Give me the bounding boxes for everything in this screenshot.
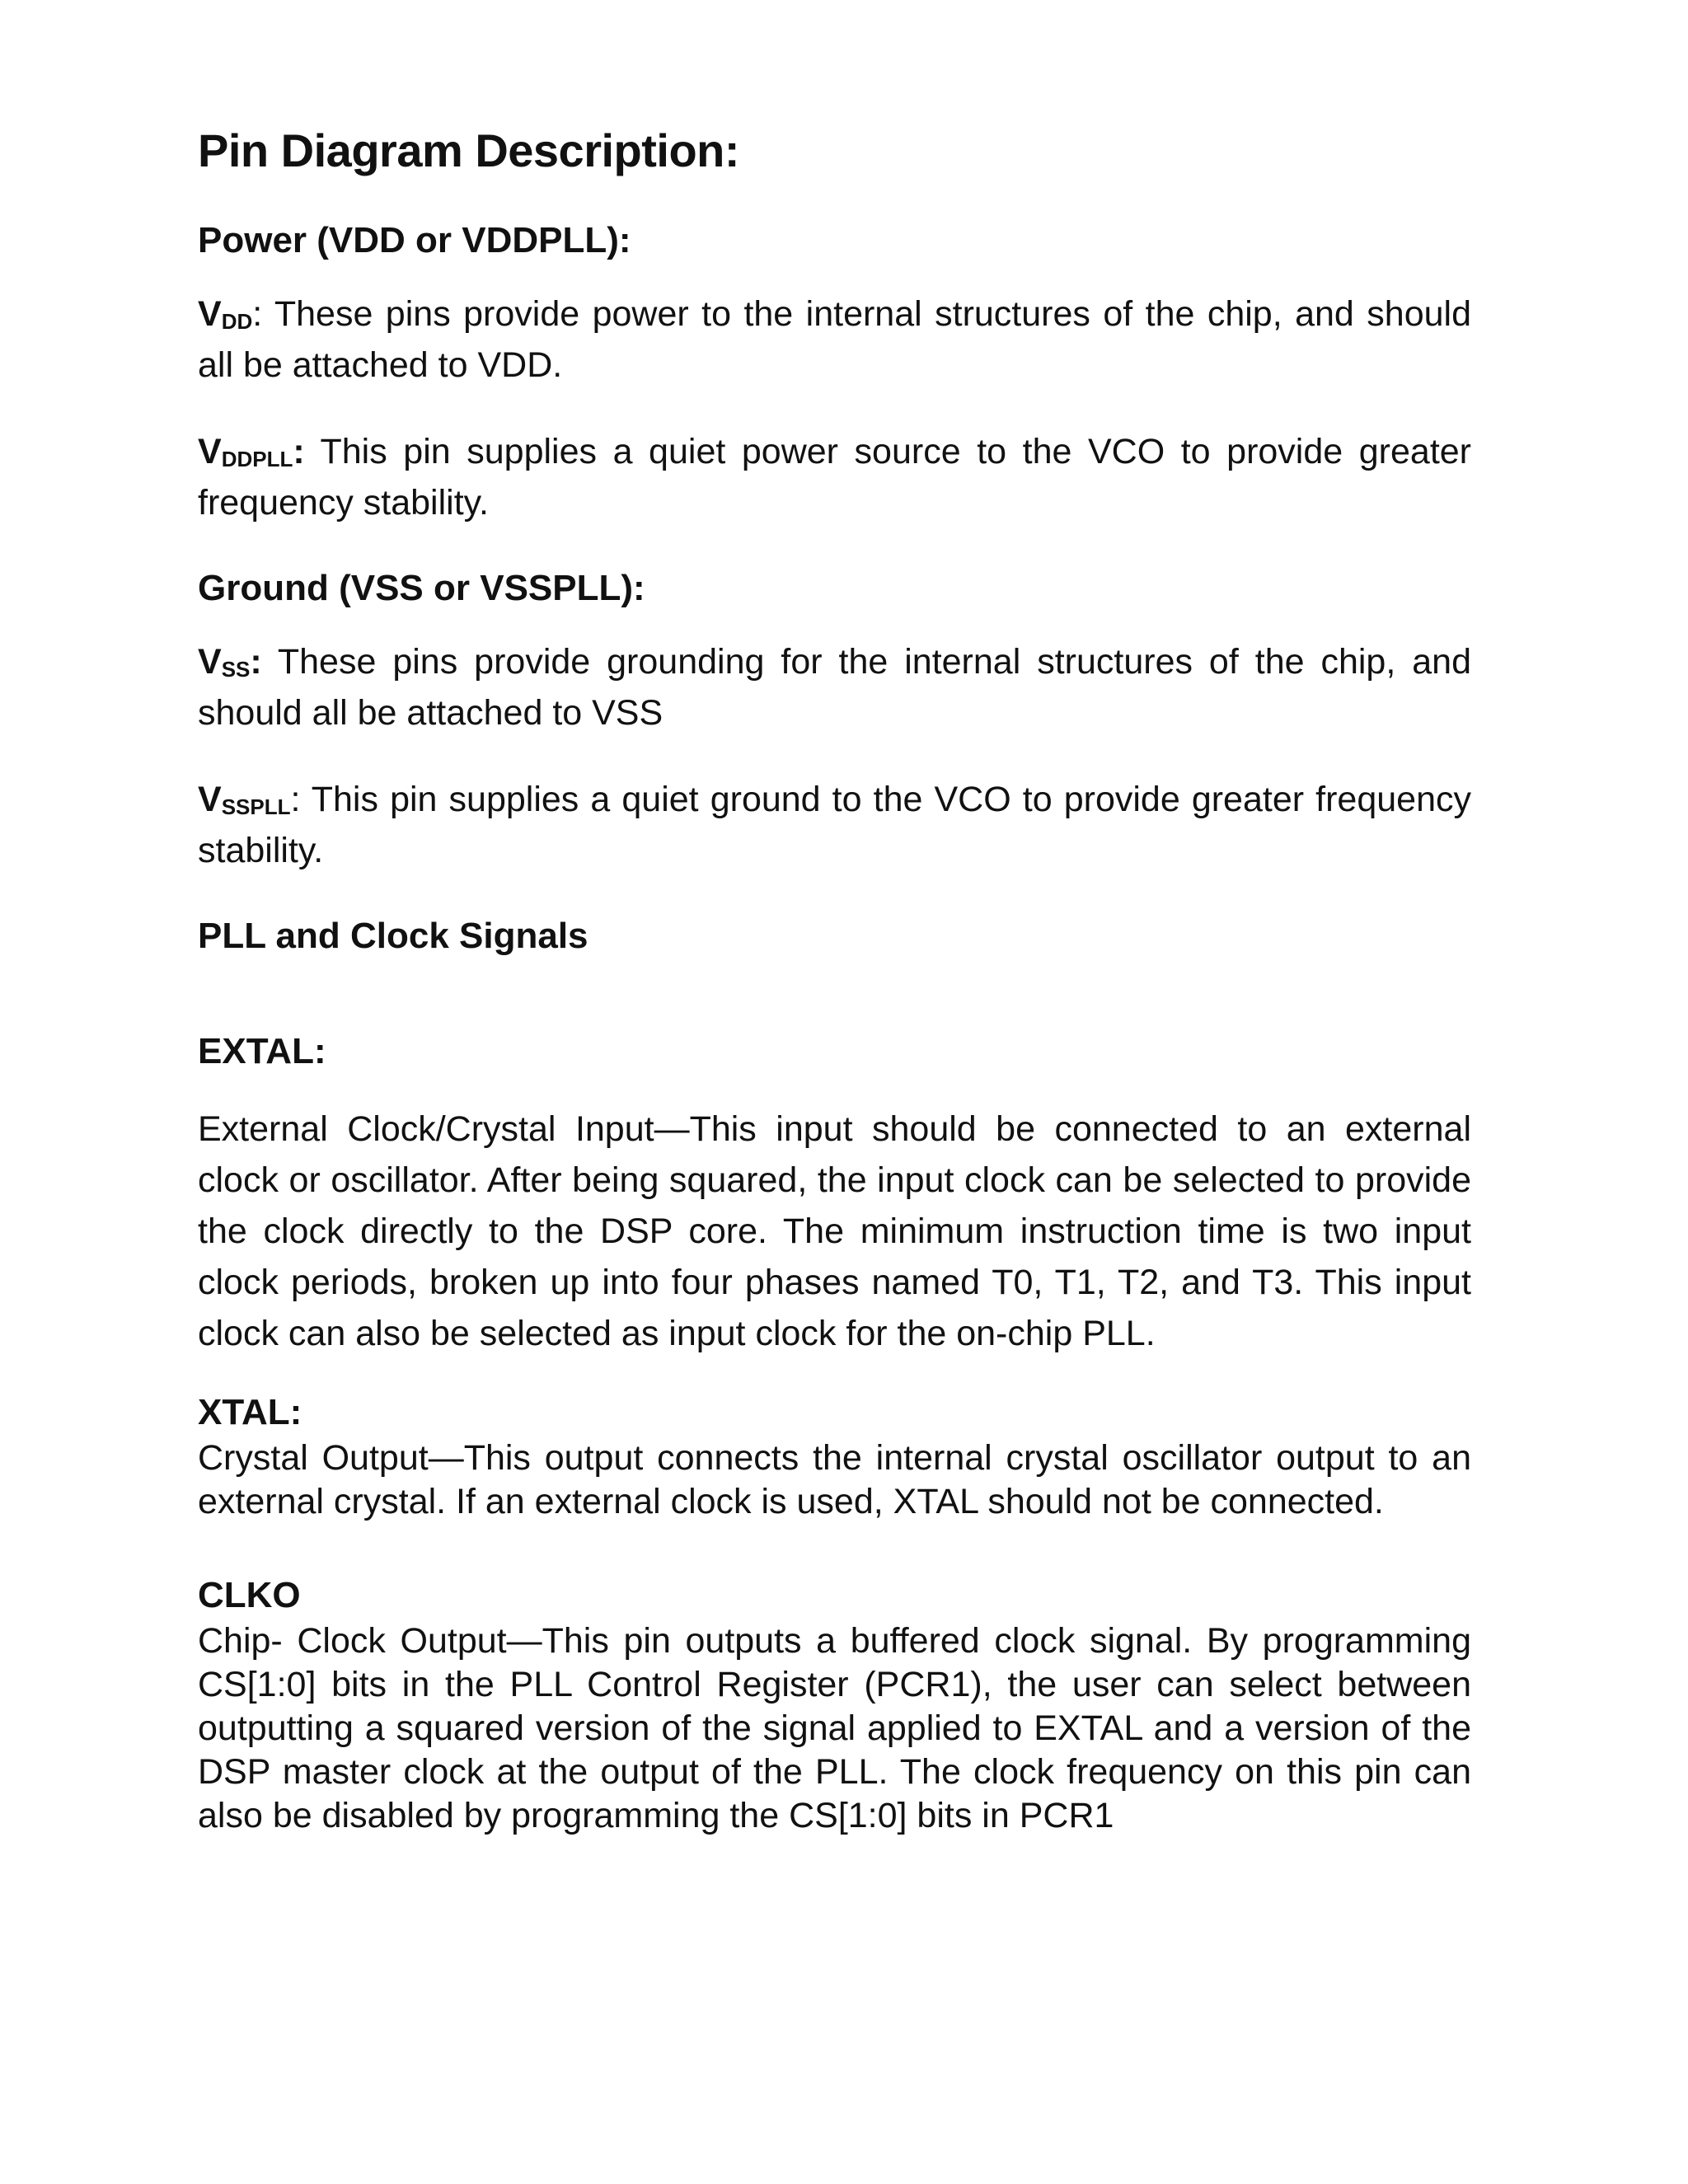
pll-heading: PLL and Clock Signals [198,916,588,956]
vdd-description: These pins provide power to the internal structures of the chip, and should all be attached to VDD. [198,294,1471,385]
vss-term: $V_{SS}$: [198,642,262,682]
ground-heading: Ground (VSS or VSSPLL): [198,568,645,608]
page-title: Pin Diagram Description: [198,124,740,176]
vddpll-description: This pin supplies a quiet power source to the VCO to provide greater frequency stability. [198,432,1471,523]
clko-heading: CLKO [198,1575,301,1615]
vsspll-description: This pin supplies a quiet ground to the VCO to provide greater frequency stability. [198,780,1471,870]
vss-paragraph [198,640,1471,735]
vddpll-term: $V_{DDPLL}$: [198,432,305,471]
document-page [198,124,1471,1838]
power-heading: Power (VDD or VDDPLL): [198,220,631,260]
vdd-paragraph: $V_{DD}$: These pins provide power to the internal structures of the chip, and should all be attached to VDD. [198,294,1471,385]
xtal-heading: XTAL: [198,1392,302,1432]
xtal-description: Crystal Output—This output connects the internal crystal oscillator output to an external crystal. If an external clock is used, XTAL should not be connected. [198,1438,1471,1521]
vdd-term: $V_{DD}$ [198,294,253,334]
vddpll-paragraph [198,430,1471,525]
extal-description: External Clock/Crystal Input—This input should be connected to an external clock or oscillator. After being squared, the input clock can be selected to provide the clock directly to the DSP core. The minimum instruction time is two input clock periods, broken up into four phases named T0, T1, T2, and T3. This input clock can also be selected as input clock for the on-chip PLL. [198,1109,1471,1353]
vsspll-term: $V_{SSPLL}$ [198,780,291,819]
extal-heading: EXTAL: [198,1031,326,1071]
vsspll-paragraph: $V_{SSPLL}$: This pin supplies a quiet ground to the VCO to provide greater frequency stability. [198,780,1471,870]
vss-description: These pins provide grounding for the internal structures of the chip, and should all be attached to VSS [198,642,1471,733]
clko-description: Chip- Clock Output—This pin outputs a buffered clock signal. By programming CS[1:0] bits in the PLL Control Register (PCR1), the user can select between outputting a squared version of the signal applied to EXTAL and a version of the DSP master clock at the output of the PLL. The clock frequency on this pin can also be disabled by programming the CS[1:0] bits in PCR1 [198,1621,1471,1835]
